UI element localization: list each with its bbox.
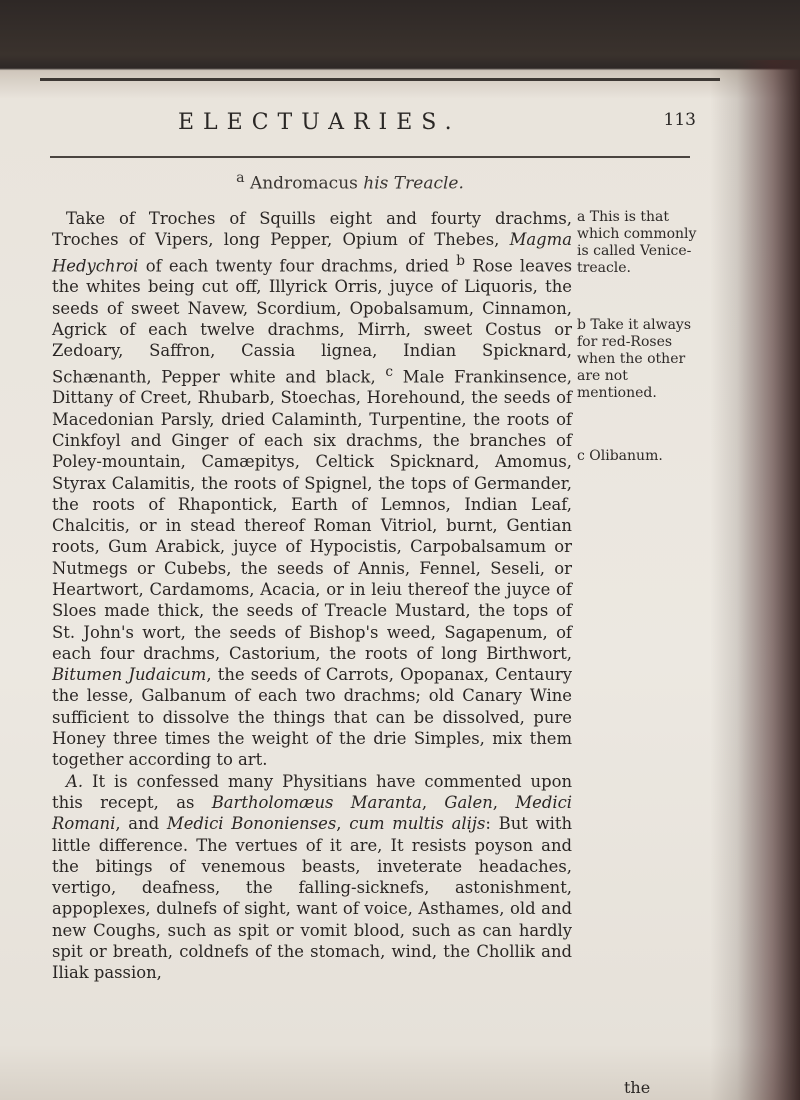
text-run: It is confessed many Physitians have commented upon this recept, as: [52, 771, 572, 812]
text-run: ,: [421, 792, 445, 812]
page-number: 113: [663, 110, 696, 130]
margin-note-a: a This is that which commonly is called Venice-treacle.: [577, 209, 697, 276]
text-run: ,: [336, 814, 350, 834]
text-run: , the seeds of Carrots, Opopanax, Centaury the lesse, Galbanum of each two drachms; old Canary Wine sufficient to dissolve the things that can be dissolved, pure Honey three times the weight of the drie Simples, mix them together according to art.: [52, 665, 572, 770]
book-page: [40, 78, 730, 1097]
catchword: the: [624, 1078, 651, 1097]
text-run: , and: [115, 814, 167, 834]
section-subtitle: [40, 170, 660, 194]
text-run: : But with little difference. The vertues of it are, It resists poyson and the bitings of venemous beasts, inveterate headaches, vertigo, deafness, the falling-sicknefs, astonishment, appoplexes, dulnefs of sight, want of voice, Asthames, old and new Coughs, such as spit or vomit blood, such as can hardly spit or breath, coldnefs of the stomach, wind, the Chollik and Iliak passion,: [52, 814, 573, 983]
body-text: [52, 208, 572, 984]
note-marker-b: b: [456, 252, 466, 269]
text-run: of each twenty four drachms, dried: [138, 256, 457, 276]
text-run: Take of Troches of Squills eight and fourty drachms, Troches of Vipers, long Pepper, Opium of Thebes,: [52, 209, 572, 250]
italic-run: Medici Bononienses: [166, 814, 337, 834]
subtitle-roman: Andromacus: [249, 173, 364, 194]
margin-note-c: c Olibanum.: [577, 448, 663, 464]
text-run: ,: [492, 792, 516, 812]
paragraph-commentary: [52, 771, 572, 984]
paragraph-recipe: [52, 208, 572, 771]
italic-run: Galen: [444, 792, 493, 812]
subtitle-italic: his Treacle.: [363, 173, 464, 194]
running-title: ELECTUARIES.: [178, 110, 461, 135]
italic-run: Bitumen Judaicum: [52, 665, 207, 685]
subtitle-note-marker: a: [236, 170, 245, 186]
italic-run: A.: [66, 771, 84, 791]
italic-run: Medici Romani: [52, 792, 572, 834]
italic-run: Magma Hedychroi: [52, 230, 572, 276]
italic-run: cum multis alijs: [349, 814, 486, 834]
top-rule: [40, 78, 720, 81]
header-rule: [50, 156, 690, 158]
note-marker-c: c: [385, 363, 394, 380]
text-run: Male Frankinsence, Dittany of Creet, Rhubarb, Stoechas, Horehound, the seeds of Macedonian Parsly, dried Calaminth, Turpentine, the roots of Cinkfoyl and Ginger of each six drachms, the branches of Poley-mountain, Camæpitys, Celtick Spicknard, Amomus, Styrax Calamitis, the roots of Spignel, the tops of Germander, the roots of Rhapontick, Earth of Lemnos, Indian Leaf, Chalcitis, or in stead thereof Roman Vitriol, burnt, Gentian roots, Gum Arabick, juyce of Hypocistis, Carpobalsamum or Nutmegs or Cubebs, the seeds of Annis, Fennel, Seseli, or Heartwort, Cardamoms, Acacia, or in leiu thereof the juyce of Sloes made thick, the seeds of Treacle Mustard, the tops of St. John's wort, the seeds of Bishop's weed, Sagapenum, of each four drachms, Castorium, the roots of long Birthwort,: [52, 367, 572, 663]
margin-note-b: b Take it always for red-Roses when the other are not mentioned.: [577, 317, 692, 401]
italic-run: Bartholomæus Maranta: [211, 792, 422, 812]
text-run: Rose leaves the whites being cut off, Illyrick Orris, juyce of Liquoris, the seeds of sweet Navew, Scordium, Opobalsamum, Cinnamon, Agrick of each twelve drachms, Mirrh, sweet Costus or Zedoary, Saffron, Cassia lignea, Indian Spicknard, Schænanth, Pepper white and black,: [52, 256, 572, 387]
